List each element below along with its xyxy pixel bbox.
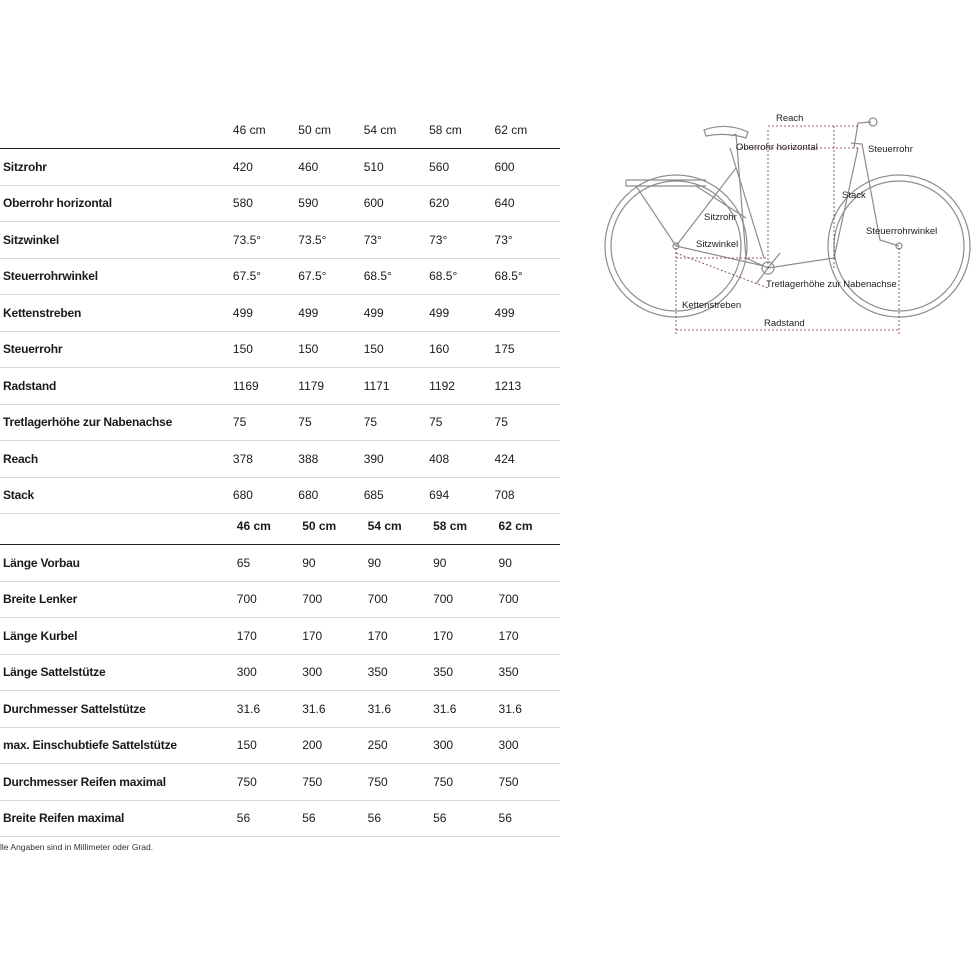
cell-value: 160 (429, 331, 494, 368)
label-reach: Reach (776, 113, 804, 124)
components-row (0, 654, 560, 691)
cell-value: 73.5° (233, 222, 298, 259)
cell-value: 750 (364, 764, 429, 801)
header-size: 58 cm (429, 112, 494, 149)
components-table-body (0, 545, 560, 837)
cell-value: 499 (495, 295, 560, 332)
cell-value: 300 (298, 654, 363, 691)
cell-value: 31.6 (364, 691, 429, 728)
cell-value: 73.5° (298, 222, 363, 259)
cell-value: 150 (233, 331, 298, 368)
cell-value: 170 (429, 618, 494, 655)
cell-value: 170 (298, 618, 363, 655)
cell-value: 378 (233, 441, 298, 478)
row-label: Tretlagerhöhe zur Nabenachse (0, 404, 233, 441)
components-row (0, 727, 560, 764)
geometry-row (0, 404, 560, 441)
cell-value: 175 (495, 331, 560, 368)
row-label: Radstand (0, 368, 233, 405)
cell-value: 68.5° (429, 258, 494, 295)
header-empty-cell (0, 508, 233, 545)
components-row (0, 764, 560, 801)
label-sitzrohr: Sitzrohr (704, 212, 737, 223)
cell-value: 73° (364, 222, 429, 259)
bike-diagram-svg (596, 108, 976, 344)
cell-value: 73° (495, 222, 560, 259)
geometry-row (0, 258, 560, 295)
row-label: Steuerrohr (0, 331, 233, 368)
bike-geometry-diagram (596, 108, 976, 344)
row-label: Reach (0, 441, 233, 478)
cell-value: 390 (364, 441, 429, 478)
cell-value: 68.5° (495, 258, 560, 295)
cell-value: 350 (495, 654, 560, 691)
cell-value: 300 (429, 727, 494, 764)
cell-value: 694 (429, 477, 494, 514)
cell-value: 499 (429, 295, 494, 332)
cell-value: 150 (364, 331, 429, 368)
cell-value: 700 (364, 581, 429, 618)
cell-value: 200 (298, 727, 363, 764)
header-size: 58 cm (429, 508, 494, 545)
cell-value: 685 (364, 477, 429, 514)
cell-value: 56 (233, 800, 298, 837)
label-oberrohr: Oberrohr horizontal (736, 142, 818, 153)
geometry-row (0, 149, 560, 186)
geometry-row (0, 331, 560, 368)
row-label: Länge Vorbau (0, 545, 233, 582)
label-steuerrohr: Steuerrohr (868, 144, 913, 155)
header-size: 54 cm (364, 112, 429, 149)
row-label: max. Einschubtiefe Sattelstütze (0, 727, 233, 764)
label-sitzwinkel: Sitzwinkel (696, 239, 739, 250)
row-label: Länge Sattelstütze (0, 654, 233, 691)
cell-value: 250 (364, 727, 429, 764)
cell-value: 680 (233, 477, 298, 514)
cell-value: 65 (233, 545, 298, 582)
cell-value: 31.6 (429, 691, 494, 728)
cell-value: 408 (429, 441, 494, 478)
row-label: Steuerrohrwinkel (0, 258, 233, 295)
components-header-row (0, 508, 560, 545)
cell-value: 67.5° (233, 258, 298, 295)
cell-value: 90 (298, 545, 363, 582)
cell-value: 1169 (233, 368, 298, 405)
cell-value: 424 (495, 441, 560, 478)
cell-value: 170 (495, 618, 560, 655)
geometry-row (0, 295, 560, 332)
cell-value: 499 (233, 295, 298, 332)
cell-value: 620 (429, 185, 494, 222)
cell-value: 75 (298, 404, 363, 441)
header-size: 50 cm (298, 112, 363, 149)
header-size: 62 cm (495, 508, 560, 545)
geometry-table-body (0, 149, 560, 514)
row-label: Sitzwinkel (0, 222, 233, 259)
cell-value: 510 (364, 149, 429, 186)
cell-value: 750 (495, 764, 560, 801)
cell-value: 56 (298, 800, 363, 837)
header-size: 62 cm (495, 112, 560, 149)
cell-value: 68.5° (364, 258, 429, 295)
cell-value: 700 (233, 581, 298, 618)
cell-value: 350 (364, 654, 429, 691)
geometry-row (0, 368, 560, 405)
cell-value: 67.5° (298, 258, 363, 295)
row-label: Durchmesser Reifen maximal (0, 764, 233, 801)
cell-value: 75 (429, 404, 494, 441)
geometry-row (0, 222, 560, 259)
geometry-row (0, 441, 560, 478)
cell-value: 31.6 (233, 691, 298, 728)
cell-value: 73° (429, 222, 494, 259)
cell-value: 90 (495, 545, 560, 582)
cell-value: 700 (495, 581, 560, 618)
cell-value: 750 (233, 764, 298, 801)
cell-value: 56 (429, 800, 494, 837)
geometry-row (0, 185, 560, 222)
label-steuerrohrwinkel: Steuerrohrwinkel (866, 226, 938, 237)
row-label: Durchmesser Sattelstütze (0, 691, 233, 728)
cell-value: 90 (364, 545, 429, 582)
cell-value: 460 (298, 149, 363, 186)
cell-value: 640 (495, 185, 560, 222)
geometry-header-row (0, 112, 560, 149)
cell-value: 31.6 (495, 691, 560, 728)
row-label: Sitzrohr (0, 149, 233, 186)
components-row (0, 545, 560, 582)
cell-value: 580 (233, 185, 298, 222)
row-label: Oberrohr horizontal (0, 185, 233, 222)
components-row (0, 581, 560, 618)
cell-value: 499 (298, 295, 363, 332)
cell-value: 700 (429, 581, 494, 618)
cell-value: 170 (233, 618, 298, 655)
cell-value: 350 (429, 654, 494, 691)
label-kettenstreben: Kettenstreben (682, 300, 742, 311)
cell-value: 300 (233, 654, 298, 691)
cell-value: 600 (495, 149, 560, 186)
cell-value: 1192 (429, 368, 494, 405)
row-label: Breite Reifen maximal (0, 800, 233, 837)
components-row (0, 618, 560, 655)
cell-value: 75 (364, 404, 429, 441)
cell-value: 75 (233, 404, 298, 441)
cell-value: 300 (495, 727, 560, 764)
label-radstand: Radstand (764, 318, 805, 329)
frame-downtube-icon (736, 134, 858, 268)
cell-value: 150 (298, 331, 363, 368)
cell-value: 750 (298, 764, 363, 801)
label-tretlager: Tretlagerhöhe zur Nabenachse (766, 279, 897, 290)
row-label: Länge Kurbel (0, 618, 233, 655)
cell-value: 75 (495, 404, 560, 441)
cell-value: 499 (364, 295, 429, 332)
cell-value: 680 (298, 477, 363, 514)
cell-value: 170 (364, 618, 429, 655)
cell-value: 1171 (364, 368, 429, 405)
components-table (0, 508, 560, 837)
components-row (0, 691, 560, 728)
header-size: 54 cm (364, 508, 429, 545)
cell-value: 1179 (298, 368, 363, 405)
cell-value: 150 (233, 727, 298, 764)
cell-value: 90 (429, 545, 494, 582)
cell-value: 590 (298, 185, 363, 222)
cell-value: 31.6 (298, 691, 363, 728)
row-label: Kettenstreben (0, 295, 233, 332)
cell-value: 420 (233, 149, 298, 186)
header-size: 46 cm (233, 508, 298, 545)
components-row (0, 800, 560, 837)
cell-value: 56 (364, 800, 429, 837)
header-empty-cell (0, 112, 233, 149)
header-size: 50 cm (298, 508, 363, 545)
label-stack: Stack (842, 190, 866, 201)
saddle-icon (704, 126, 748, 138)
cell-value: 1213 (495, 368, 560, 405)
cell-value: 388 (298, 441, 363, 478)
cell-value: 750 (429, 764, 494, 801)
footnote: lle Angaben sind in Millimeter oder Grad. (0, 842, 154, 852)
cell-value: 600 (364, 185, 429, 222)
geometry-table (0, 112, 560, 514)
row-label: Breite Lenker (0, 581, 233, 618)
cell-value: 708 (495, 477, 560, 514)
header-size: 46 cm (233, 112, 298, 149)
row-label: Stack (0, 477, 233, 514)
cell-value: 700 (298, 581, 363, 618)
cell-value: 560 (429, 149, 494, 186)
cell-value: 56 (495, 800, 560, 837)
